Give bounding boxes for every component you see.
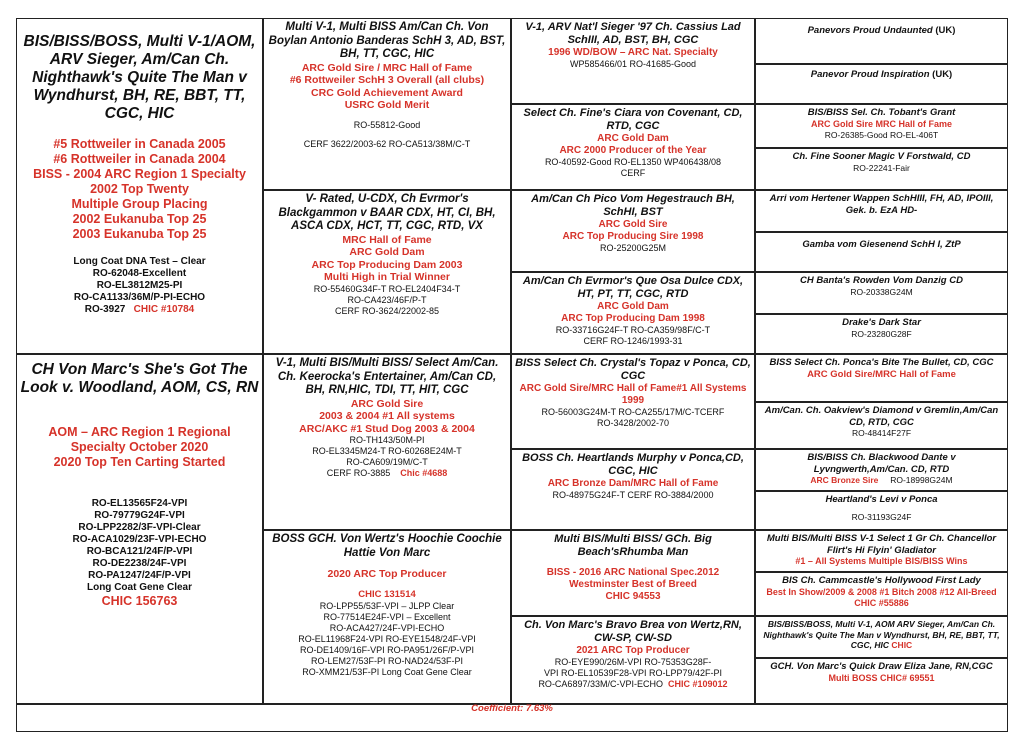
sire-title: BISS - 2004 ARC Region 1 Specialty — [33, 167, 246, 181]
maternal-grandsire-health-line — [267, 468, 507, 479]
gen4-health: RO-20338G24M — [850, 286, 913, 297]
dam-health: RO-LPP2282/3F-VPI-Clear — [78, 522, 201, 533]
sire-cell — [16, 18, 263, 354]
paternal-granddam-title: Multi High in Trial Winner — [324, 271, 450, 283]
paternal-granddam-title: MRC Hall of Fame — [342, 233, 432, 246]
maternal-granddam-health: RO-XMM21/53F-PI Long Coat Gene Clear — [302, 667, 472, 677]
maternal-grandsire-chic: Chic #4688 — [400, 468, 448, 478]
sire-health-last: RO-3927 — [84, 304, 126, 315]
gen3-cell-6 — [511, 449, 755, 530]
paternal-grandsire-title: USRC Gold Merit — [344, 99, 430, 111]
maternal-granddam-health: RO-ACA427/24F-VPI-ECHO — [329, 623, 445, 633]
gen3-title: ARC Bronze Dam/MRC Hall of Fame — [547, 478, 719, 489]
gen3-health: RO-EYE990/26M-VPI RO-75353G28F- — [554, 657, 712, 667]
gen3-cell-1 — [511, 18, 755, 104]
gen4-name: GCH. Von Marc's Quick Draw Eliza Jane, RN,CGC — [770, 661, 993, 672]
maternal-grandsire-cell — [263, 354, 511, 530]
gen3-title: Westminster Best of Breed — [569, 579, 697, 590]
gen3-title: BISS - 2016 ARC National Spec.2012 — [546, 567, 720, 578]
gen3-health: WP585466/01 RO-41685-Good — [569, 59, 697, 69]
gen3-name: BOSS Ch. Heartlands Murphy v Ponca,CD, CGC, HIC — [522, 452, 744, 477]
gen3-title: ARC Gold Dam — [597, 133, 669, 144]
dam-health: RO-BCA121/24F/P-VPI — [86, 546, 193, 557]
gen4-cell-12 — [755, 491, 1008, 530]
sire-name: BIS/BISS/BOSS, Multi V-1/AOM, ARV Sieger, Am/Can Ch. Nighthawk's Quite The Man v Wyndhurst, BH, RE, BBT, TT, CGC, HIC — [23, 33, 256, 122]
gen4-health: RO-48414F27F — [851, 428, 912, 438]
dam-health: Long Coat Gene Clear — [86, 582, 192, 593]
gen3-health: RO-48975G24F-T CERF RO-3884/2000 — [552, 490, 714, 500]
gen3-cell-4 — [511, 272, 755, 354]
sire-title: 2002 Top Twenty — [90, 182, 189, 196]
paternal-grandsire-title: #6 Rottweiler SchH 3 Overall (all clubs) — [289, 74, 485, 86]
gen4-origin: (UK) — [935, 25, 956, 36]
gen3-name: Am/Can Ch Pico Vom Hegestrauch BH, SchHI, BST — [531, 193, 735, 218]
paternal-granddam-health: RO-55460G34F-T RO-EL2404F34-T — [313, 283, 461, 294]
gen3-health: VPI RO-EL10539F28-VPI RO-LPP79/42F-PI — [543, 668, 723, 678]
gen3-health: RO-40592-Good RO-EL1350 WP406438/08 — [544, 157, 722, 167]
gen3-cell-8 — [511, 616, 755, 704]
gen4-chic: CHIC — [891, 640, 913, 650]
gen4-health: RO-26385-Good RO-EL-406T — [824, 129, 939, 140]
sire-health-line — [20, 304, 259, 316]
gen4-cell-14 — [755, 572, 1008, 616]
dam-health: RO-ACA1029/23F-VPI-ECHO — [72, 534, 207, 545]
gen4-name: Panevors Proud Undaunted — [807, 25, 933, 36]
gen3-health-last: RO-CA6897/33M/C-VPI-ECHO — [538, 679, 663, 689]
maternal-grandsire-title: 2003 & 2004 #1 All systems — [319, 410, 455, 422]
dam-health: RO-PA1247/24F/P-VPI — [88, 570, 191, 581]
sire-health: RO-62048-Excellent — [92, 268, 187, 279]
gen4-name: Heartland's Levi v Ponca — [825, 494, 938, 505]
paternal-grandsire-cell — [263, 18, 511, 190]
gen4-name: Am/Can. Ch. Oakview's Diamond v Gremlin,Am/Can CD, RTD, CGC — [764, 405, 999, 428]
sire-title: 2002 Eukanuba Top 25 — [72, 212, 207, 226]
coefficient: Coefficient: 7.63% — [471, 703, 553, 714]
gen3-title: 1996 WD/BOW – ARC Nat. Specialty — [548, 47, 718, 58]
gen3-name: Select Ch. Fine's Ciara von Covenant, CD, RTD, CGC — [523, 107, 743, 132]
gen3-title: ARC Gold Sire/MRC Hall of Fame#1 All Systems 1999 — [519, 383, 747, 406]
gen4-cell-13 — [755, 530, 1008, 572]
gen3-title: ARC 2000 Producer of the Year — [559, 145, 707, 156]
gen4-title-line — [759, 475, 1004, 486]
gen4-name-line — [759, 619, 1004, 651]
paternal-grandsire-name: Multi V-1, Multi BISS Am/Can Ch. Von Boylan Antonio Banderas SchH 3, AD, BST, BH, TT, CGC, HIC — [268, 21, 506, 60]
sire-health: RO-CA1133/36M/P-PI-ECHO — [73, 292, 206, 303]
gen4-name-line — [759, 25, 1004, 37]
dam-title: 2020 Top Ten Carting Started — [53, 455, 226, 469]
gen4-name: Gamba vom Giesenend SchH I, ZtP — [802, 239, 961, 250]
gen4-name: Panevor Proud Inspiration — [810, 69, 930, 80]
gen4-cell-2 — [755, 64, 1008, 104]
gen3-name: V-1, ARV Nat'l Sieger '97 Ch. Cassius Lad SchIII, AD, BST, BH, CGC — [525, 21, 741, 46]
gen3-name: Am/Can Ch Evrmor's Que Osa Dulce CDX, HT, PT, TT, CGC, RTD — [522, 275, 744, 300]
dam-health: RO-79779G24F-VPI — [94, 510, 185, 521]
paternal-granddam-health: RO-CA423/46F/P-T — [347, 294, 427, 305]
dam-cell — [16, 354, 263, 704]
maternal-granddam-title: 2020 ARC Top Producer — [327, 568, 447, 580]
gen4-name: Multi BIS/Multi BISS V-1 Select 1 Gr Ch. Chancellor Flirt's Hi Flyin' Gladiator — [766, 533, 997, 556]
gen3-cell-5 — [511, 354, 755, 449]
gen3-health-line — [515, 679, 751, 690]
paternal-granddam-title: ARC Top Producing Dam 2003 — [311, 258, 463, 271]
gen4-cell-10 — [755, 402, 1008, 449]
sire-chic: CHIC #10784 — [133, 304, 195, 315]
gen4-title: Best In Show/2009 & 2008 #1 Bitch 2008 #12 All-Breed CHIC #55886 — [766, 586, 997, 608]
gen4-title: #1 – All Systems Multiple BIS/BISS Wins — [795, 556, 968, 566]
gen4-name: Ch. Fine Sooner Magic V Forstwald, CD — [792, 151, 971, 162]
gen4-health: RO-31193G24F — [851, 511, 912, 522]
paternal-granddam-cell — [263, 190, 511, 354]
gen3-cell-2 — [511, 104, 755, 190]
dam-title: AOM – ARC Region 1 Regional Specialty October 2020 — [48, 425, 231, 454]
gen4-name: BIS/BISS Sel. Ch. Tobant's Grant — [807, 107, 956, 118]
dam-name: CH Von Marc's She's Got The Look v. Woodland, AOM, CS, RN — [20, 361, 259, 396]
maternal-grandsire-title: ARC/AKC #1 Stud Dog 2003 & 2004 — [299, 422, 475, 435]
gen4-cell-3 — [755, 104, 1008, 148]
paternal-grandsire-title: ARC Gold Sire / MRC Hall of Fame — [301, 61, 473, 74]
gen3-cell-3 — [511, 190, 755, 272]
gen4-health: RO-22241-Fair — [853, 162, 910, 173]
sire-health: RO-EL3812M25-PI — [96, 280, 183, 291]
maternal-granddam-health: RO-DE1409/16F-VPI RO-PA951/26F/P-VPI — [300, 645, 474, 655]
gen3-title: ARC Top Producing Sire 1998 — [562, 231, 704, 242]
gen4-cell-7 — [755, 272, 1008, 314]
dam-health: RO-DE2238/24F-VPI — [92, 558, 187, 569]
gen4-title: Multi BOSS CHIC# 69551 — [828, 672, 935, 683]
gen3-health: RO-33716G24F-T RO-CA359/98F/C-T — [555, 325, 711, 335]
maternal-grandsire-health: RO-CA609/19M/C-T — [346, 457, 428, 467]
gen3-health: RO-3428/2002-70 — [596, 418, 670, 428]
sire-title: Multiple Group Placing — [71, 197, 208, 211]
maternal-grandsire-health: RO-EL3345M24-T RO-60268E24M-T — [312, 446, 462, 456]
sire-health: Long Coat DNA Test – Clear — [73, 256, 206, 267]
maternal-granddam-chic: CHIC 131514 — [358, 588, 416, 600]
sire-title: #6 Rottweiler in Canada 2004 — [53, 152, 226, 166]
gen3-title: ARC Top Producing Dam 1998 — [561, 313, 705, 324]
gen4-title: ARC Gold Sire MRC Hall of Fame — [810, 118, 953, 129]
paternal-grandsire-title: CRC Gold Achievement Award — [311, 86, 463, 99]
paternal-granddam-health: CERF RO-3624/22002-85 — [334, 305, 440, 316]
paternal-grandsire-health: RO-55812-Good — [353, 119, 421, 130]
gen3-title: ARC Gold Dam — [597, 301, 669, 312]
gen3-name: Multi BIS/Multi BISS/ GCh. Big Beach'sRhumba Man — [554, 533, 712, 558]
gen4-name-line — [759, 69, 1004, 81]
gen4-name: Arri vom Hertener Wappen SchHIII, FH, AD, IPOIII, Gek. b. EzA HD- — [769, 193, 994, 216]
gen3-title: CHIC 94553 — [605, 591, 661, 602]
dam-chic: CHIC 156763 — [101, 594, 178, 608]
gen3-health: CERF RO-1246/1993-31 — [583, 336, 683, 346]
gen4-cell-16 — [755, 658, 1008, 704]
maternal-granddam-health: RO-77514E24F-VPI – Excellent — [323, 612, 451, 622]
gen3-title: ARC Gold Sire — [598, 219, 668, 230]
gen3-chic: CHIC #109012 — [668, 679, 728, 689]
gen4-cell-11 — [755, 449, 1008, 491]
gen4-name: CH Banta's Rowden Vom Danzig CD — [800, 275, 963, 286]
maternal-grandsire-title: ARC Gold Sire — [350, 397, 424, 410]
maternal-grandsire-health: RO-TH143/50M-PI — [349, 435, 425, 445]
gen3-cell-7 — [511, 530, 755, 616]
gen4-cell-9 — [755, 354, 1008, 402]
gen4-name: BISS Select Ch. Ponca's Bite The Bullet, CD, CGC — [769, 357, 994, 368]
gen4-cell-8 — [755, 314, 1008, 354]
gen4-cell-4 — [755, 148, 1008, 190]
gen4-name-line — [759, 357, 1004, 380]
gen3-name: BISS Select Ch. Crystal's Topaz v Ponca, CD, CGC — [515, 357, 751, 382]
gen4-cell-5 — [755, 190, 1008, 232]
gen4-health: RO-23280G28F — [851, 328, 912, 339]
gen4-health: RO-18998G24M — [890, 475, 953, 485]
maternal-granddam-health: RO-LPP55/53F-VPI – JLPP Clear — [319, 601, 455, 611]
maternal-granddam-name: BOSS GCH. Von Wertz's Hoochie Coochie Hattie Von Marc — [272, 533, 502, 559]
gen4-cell-15 — [755, 616, 1008, 658]
gen3-health: RO-25200G25M — [599, 243, 667, 253]
gen3-name: Ch. Von Marc's Bravo Brea von Wertz,RN, CW-SP, CW-SD — [524, 619, 742, 644]
gen4-title: ARC Gold Sire/MRC Hall of Fame — [807, 368, 956, 380]
gen4-origin: (UK) — [932, 69, 953, 80]
maternal-grandsire-name: V-1, Multi BIS/Multi BISS/ Select Am/Can. Ch. Keerocka's Entertainer, Am/Can CD, BH, RN,HIC, TDI, TT, HIT, CGC — [275, 357, 499, 396]
gen4-name: BIS/BISS/BOSS, Multi V-1, AOM ARV Sieger, Am/Can Ch. Nighthawk's Quite The Man v Wyndhurst, BH, RE, BBT, TT, CGC, HIC — [763, 619, 1000, 650]
gen3-title: 2021 ARC Top Producer — [576, 645, 690, 656]
paternal-granddam-title: ARC Gold Dam — [349, 246, 425, 258]
sire-title: 2003 Eukanuba Top 25 — [72, 227, 207, 241]
gen3-health: CERF — [620, 168, 646, 178]
maternal-granddam-cell — [263, 530, 511, 704]
gen4-cell-1 — [755, 18, 1008, 64]
maternal-granddam-health: RO-LEM27/53F-PI RO-NAD24/53F-PI — [310, 656, 464, 666]
dam-health: RO-EL13565F24-VPI — [91, 498, 188, 509]
maternal-granddam-health: RO-EL11968F24-VPI RO-EYE1548/24F-VPI — [298, 634, 476, 644]
gen3-health: RO-56003G24M-T RO-CA255/17M/C-TCERF — [541, 407, 725, 417]
gen4-title: ARC Bronze Sire — [810, 475, 879, 485]
gen4-cell-6 — [755, 232, 1008, 272]
gen4-name: Drake's Dark Star — [842, 317, 921, 328]
paternal-grandsire-health: CERF 3622/2003-62 RO-CA513/38M/C-T — [303, 138, 471, 149]
gen4-name: BIS/BISS Ch. Blackwood Dante v Lyvngwerth,Am/Can. CD, RTD — [807, 452, 956, 475]
sire-title: #5 Rottweiler in Canada 2005 — [53, 137, 226, 151]
paternal-granddam-name: V- Rated, U-CDX, Ch Evrmor's Blackgammon v BAAR CDX, HT, CI, BH, ASCA CDX, HCT, TT, CGC, RTD, VX — [278, 193, 496, 232]
gen4-name: BIS Ch. Cammcastle's Hollywood First Lady — [782, 575, 981, 586]
maternal-grandsire-cerf: CERF RO-3885 — [326, 468, 391, 478]
